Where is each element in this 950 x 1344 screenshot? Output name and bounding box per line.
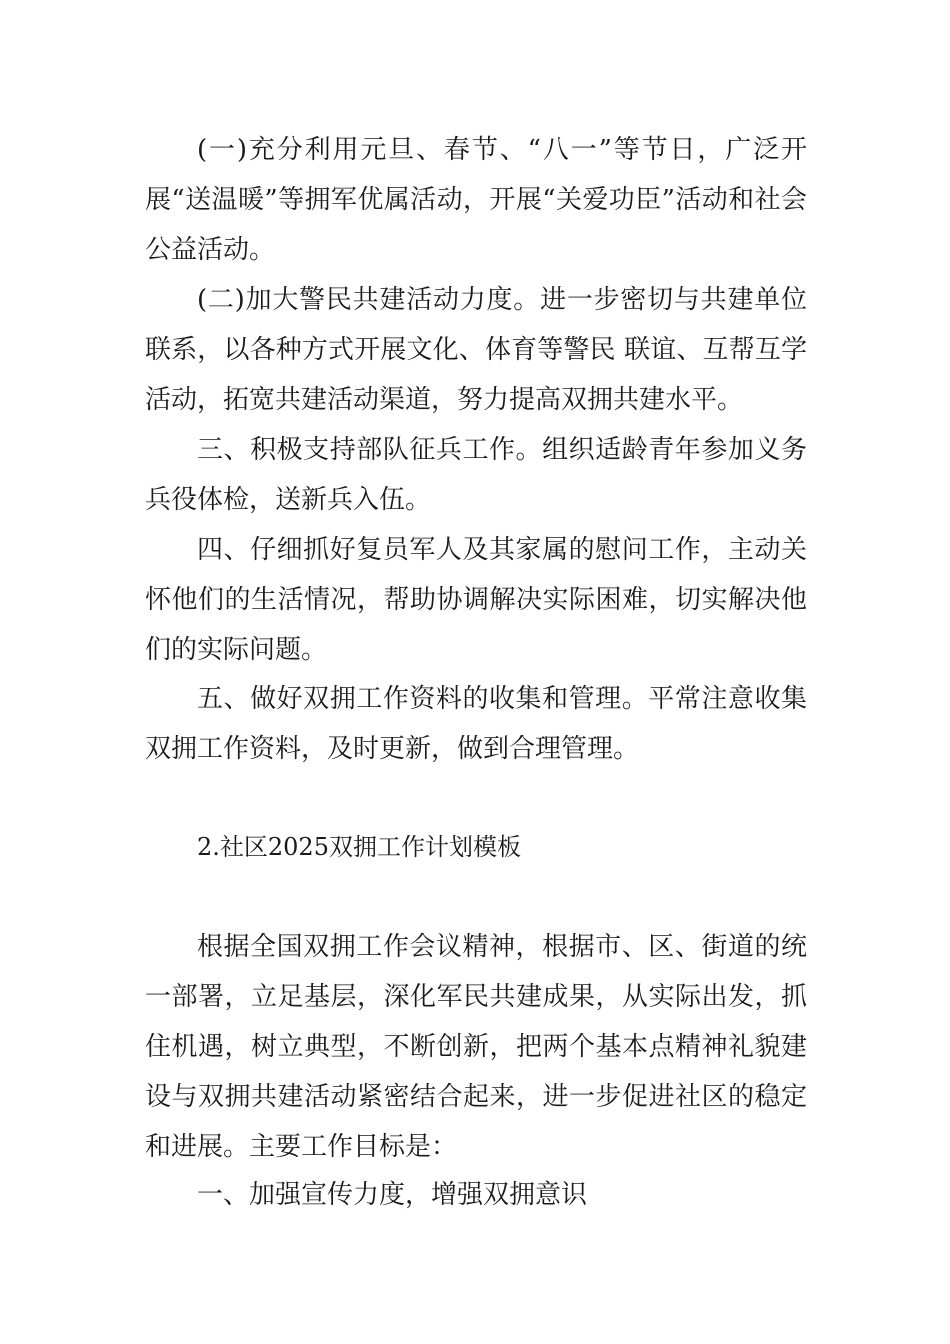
paragraph-veteran-visits: 四、仔细抓好复员军人及其家属的慰问工作，主动关怀他们的生活情况，帮助协调解决实际困难，切实解决他们的实际问题。 (145, 535, 807, 665)
paragraph-work-goals-intro: 根据全国双拥工作会议精神，根据市、区、街道的统一部署，立足基层，深化军民共建成果，从实际出发，抓住机遇，树立典型，不断创新，把两个基本点精神礼貌建设与双拥共建活动紧密结合起来，进一步促进社区的稳定和进展。主要工作目标是： (145, 932, 807, 1162)
paragraph-conscription-support: 三、积极支持部队征兵工作。组织适龄青年参加义务兵役体检，送新兵入伍。 (145, 435, 807, 515)
paragraph-records-management: 五、做好双拥工作资料的收集和管理。平常注意收集双拥工作资料，及时更新，做到合理管理。 (145, 684, 807, 764)
paragraph-festival-activities: (一)充分利用元旦、春节、“八一”等节日，广泛开展“送温暖”等拥军优属活动，开展“关爱功臣”活动和社会公益活动。 (145, 135, 807, 265)
paragraph-police-civilian-cobuild: (二)加大警民共建活动力度。进一步密切与共建单位联系，以各种方式开展文化、体育等警民 联谊、互帮互学活动，拓宽共建活动渠道，努力提高双拥共建水平。 (145, 285, 807, 415)
section-heading: 2.社区2025双拥工作计划模板 (197, 833, 521, 861)
paragraph-strengthen-publicity: 一、加强宣传力度，增强双拥意识 (197, 1180, 588, 1210)
